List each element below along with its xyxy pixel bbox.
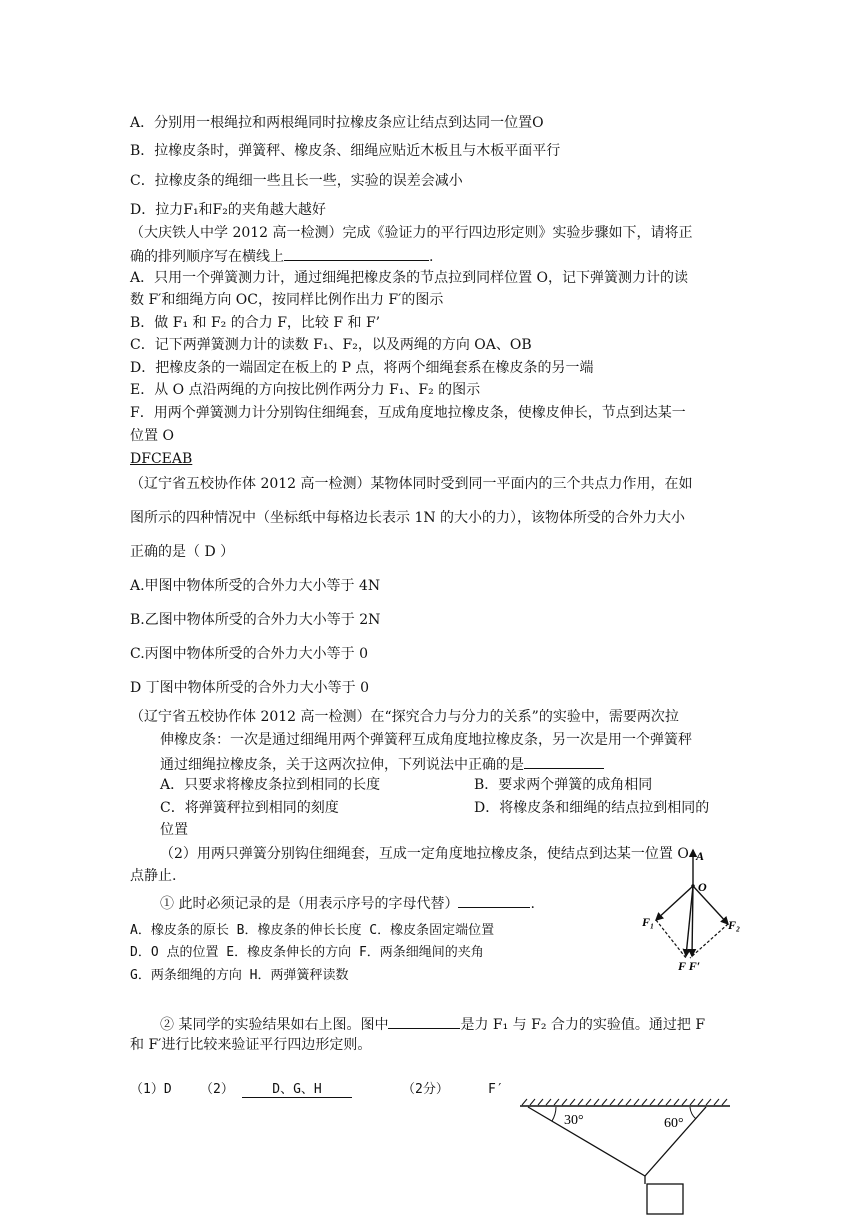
dashed-side-1 [656,920,686,958]
force-f1-arrow [656,886,693,920]
q4-sub1-end: . [530,896,535,912]
q4-sub2-blank[interactable] [388,1014,460,1029]
force-f-prime-arrow [692,886,693,956]
q4-answer-2-value: D、G、H [242,1081,352,1098]
q4-items-line3: G．两条细绳的方向 H．两弹簧秤读数 [130,968,349,983]
q2-step-d: D．把橡皮条的一端固定在板上的 P 点，将两个细绳套系在橡皮条的另一端 [130,360,594,376]
q4-option-b: B．要求两个弹簧的成角相同 [474,777,653,793]
ceiling-hatching [522,1099,727,1105]
q4-sub1-text: ① 此时必须记录的是（用表示序号的字母代替） [160,896,459,912]
q4-part2-line1: （2）用两只弹簧分别钩住细绳套，互成一定角度地拉橡皮条，使结点到达某一位置 O [160,846,689,862]
q4-option-c: C．将弹簧秤拉到相同的刻度 [160,800,339,816]
q2-step-c: C．记下两弹簧测力计的读数 F₁、F₂，以及两绳的方向 OA、OB [130,337,532,353]
point-o [691,884,695,888]
q4-sub2-line2: 和 F′进行比较来验证平行四边形定则。 [130,1037,372,1053]
force-parallelogram-diagram [636,846,746,976]
label-f1: F₁ [642,915,655,929]
q4-answer-last: F′ [488,1082,504,1097]
q2-answer-blank[interactable] [284,246,429,261]
q1-option-b: B．拉橡皮条时，弹簧秤、橡皮条、细绳应贴近木板且与木板平面平行 [130,143,561,159]
rope-left [528,1107,645,1176]
q1-option-c: C．拉橡皮条的绳细一些且长一些，实验的误差会减小 [130,173,463,189]
label-o: O [698,880,707,894]
q2-step-f-line1: F．用两个弹簧测力计分别钩住细绳套，互成角度地拉橡皮条，使橡皮伸长，节点到达某一 [130,405,686,421]
q3-option-b: B.乙图中物体所受的合外力大小等于 2N [130,612,381,628]
q2-step-a-line2: 数 F′和细绳方向 OC，按同样比例作出力 F′的图示 [130,292,444,308]
q2-stem-line1: （大庆铁人中学 2012 高一检测）完成《验证力的平行四边形定则》实验步骤如下，请将正 [130,225,693,241]
label-f-fprime: F F′ [678,959,701,973]
q4-sub2-line1 [160,1014,705,1034]
q1-option-a: A．分别用一根绳拉和两根绳同时拉橡皮条应让结点到达同一位置O [130,115,544,131]
hanging-block [647,1184,683,1214]
q3-option-c: C.丙图中物体所受的合外力大小等于 0 [130,646,369,662]
q3-stem-line3: 正确的是（ D ） [130,544,235,560]
q2-step-b: B．做 F₁ 和 F₂ 的合力 F，比较 F 和 F’ [130,315,381,331]
q4-stem-line2: 伸橡皮条：一次是通过细绳用两个弹簧秤互成角度地拉橡皮条，另一次是用一个弹簧秤 [160,732,692,748]
hanging-block-diagram [518,1098,732,1216]
q4-answer-score: （2分） [402,1082,449,1097]
q2-stem-end: . [429,249,434,265]
angle-arc-left [552,1107,556,1121]
angle-30-label: 30° [564,1113,584,1128]
q2-stem-text: 确的排列顺序写在横线上 [130,249,284,265]
q3-stem-line1: （辽宁省五校协作体 2012 高一检测）某物体同时受到同一平面内的三个共点力作用，在如 [130,476,693,492]
q3-stem-line2: 图所示的四种情况中（坐标纸中每格边长表示 1N 的大小的力），该物体所受的合外力大小 [130,510,686,526]
angle-60-label: 60° [664,1116,684,1131]
q4-stem-line1: （辽宁省五校协作体 2012 高一检测）在“探究合力与分力的关系”的实验中，需要两次拉 [130,709,679,725]
q4-option-a: A．只要求将橡皮条拉到相同的长度 [160,777,381,793]
dashed-side-2 [690,924,728,958]
q4-answer-blank[interactable] [524,754,604,769]
q4-sub1-blank[interactable] [458,893,530,908]
q4-items-line2: D．O 点的位置 E．橡皮条伸长的方向 F．两条细绳间的夹角 [130,945,484,960]
q3-option-a: A.甲图中物体所受的合外力大小等于 4N [130,578,381,594]
label-f2: F₂ [728,918,741,932]
q4-option-d: D．将橡皮条和细绳的结点拉到相同的 [474,800,710,816]
q4-items-line1: A．橡皮条的原长 B．橡皮条的伸长长度 C．橡皮条固定端位置 [130,923,495,938]
q2-step-e: E．从 O 点沿两绳的方向按比例作两分力 F₁、F₂ 的图示 [130,382,481,398]
q4-stem-line3 [160,754,604,774]
q4-option-d-cont: 位置 [160,822,188,838]
q2-stem-line2 [130,246,433,266]
q2-answer: DFCEAB [130,451,193,467]
q2-step-f-line2: 位置 O [130,428,174,444]
q1-option-d: D．拉力F₁和F₂的夹角越大越好 [130,202,326,218]
label-a: A [696,849,705,863]
q4-answer-1: （1）D [130,1082,172,1097]
angle-arc-right [690,1107,696,1119]
q4-stem-text: 通过细绳拉橡皮条，关于这两次拉伸，下列说法中正确的是 [160,757,524,773]
q4-part2-line2: 点静止. [130,868,177,884]
q4-answer-2-label: （2） [200,1082,234,1097]
q4-sub2-text-b: 是力 F₁ 与 F₂ 合力的实验值。通过把 F [460,1017,706,1033]
q2-step-a-line1: A．只用一个弹簧测力计，通过细绳把橡皮条的节点拉到同样位置 O，记下弹簧测力计的读 [130,270,689,286]
q4-sub2-text-a: ② 某同学的实验结果如右上图。图中 [160,1017,389,1033]
q4-sub1 [160,893,535,913]
q3-option-d: D 丁图中物体所受的合外力大小等于 0 [130,680,370,696]
